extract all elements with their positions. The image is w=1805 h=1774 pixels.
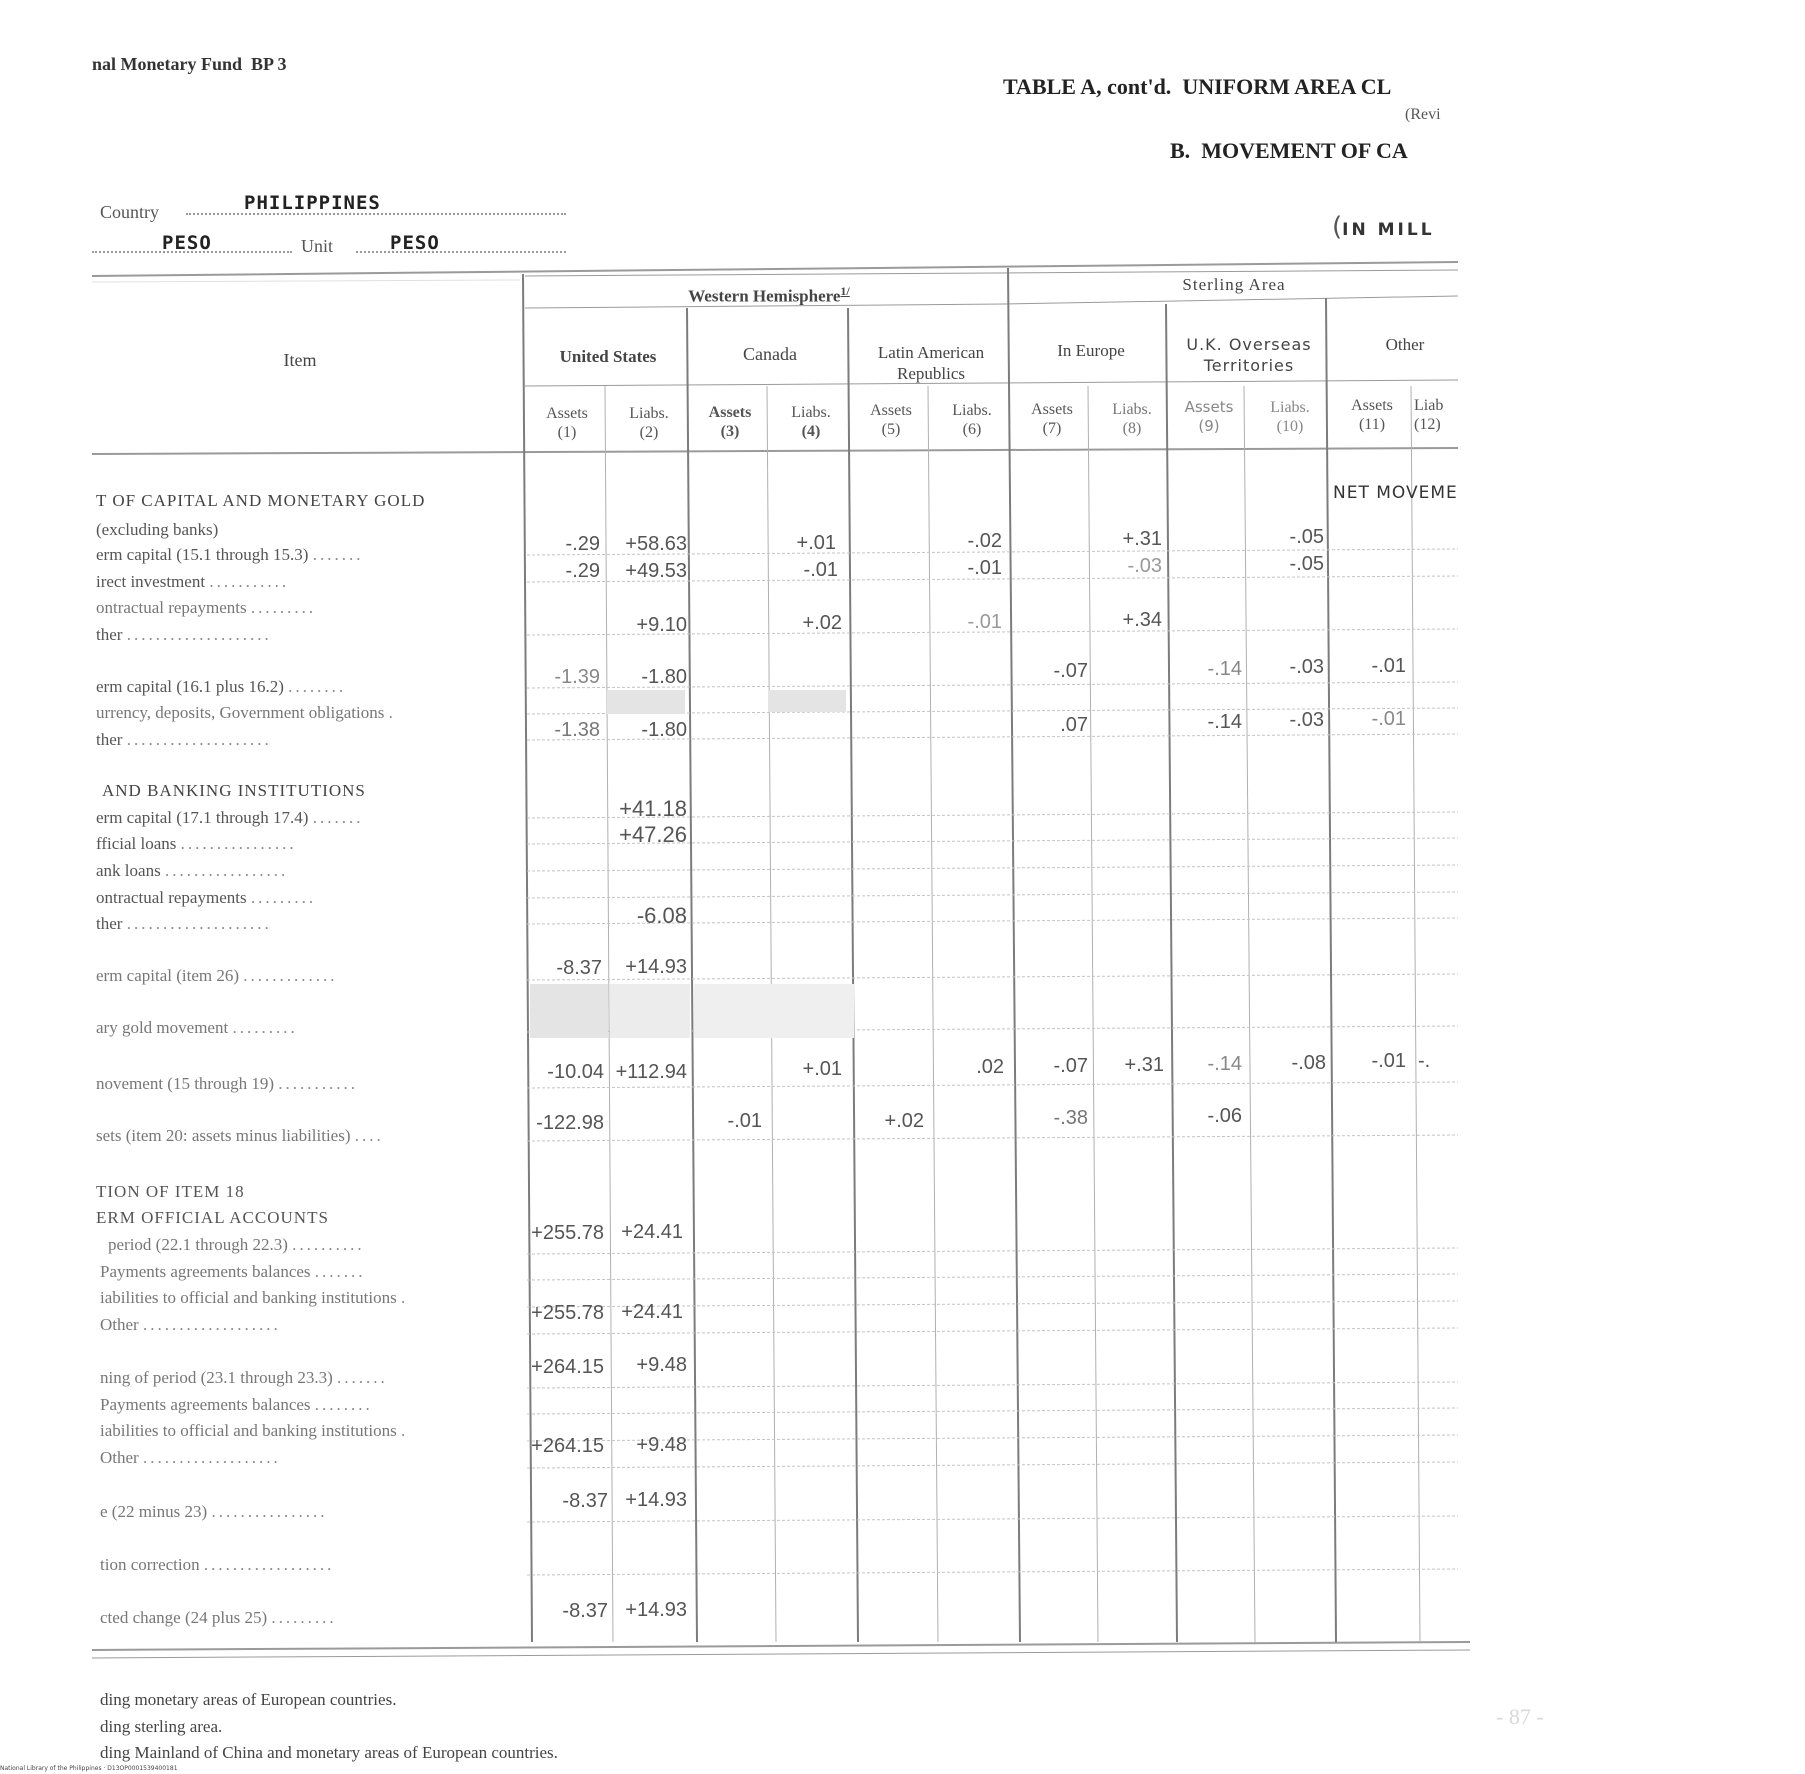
cell-r27-c2: +14.93 bbox=[625, 1599, 687, 1621]
row-other-5: Other ................... bbox=[100, 1448, 281, 1467]
cell-r2-c10: -.05 bbox=[1289, 553, 1324, 575]
table-bottom-rule bbox=[92, 1642, 1470, 1650]
row-long-term-capital: erm capital (15.1 through 15.3) ....... bbox=[96, 545, 364, 564]
cell-r1-c1: -.29 bbox=[565, 533, 600, 555]
footnote-1: ding monetary areas of European countries. bbox=[100, 1690, 397, 1709]
col-12-header: Liab (12) bbox=[1414, 397, 1444, 433]
shaded-cell bbox=[530, 984, 608, 1038]
cell-r16-c3: -.01 bbox=[727, 1110, 762, 1132]
revision-note: (Revi bbox=[1405, 106, 1441, 123]
row-liabilities-official-2: iabilities to official and banking institutions . bbox=[100, 1421, 409, 1440]
section-excluding-banks: (excluding banks) bbox=[96, 520, 219, 539]
cell-r25-c2: +14.93 bbox=[625, 1489, 687, 1511]
footnote-2: ding sterling area. bbox=[100, 1717, 223, 1736]
units-note: (IN MILL bbox=[1332, 212, 1435, 242]
unit-label: Unit bbox=[301, 236, 334, 256]
shaded-cell bbox=[610, 984, 690, 1038]
country-value: PHILIPPINES bbox=[244, 192, 381, 214]
cell-r16-c1: -122.98 bbox=[536, 1112, 604, 1134]
cell-r15-c2: +112.94 bbox=[615, 1061, 687, 1083]
item-header-rule bbox=[92, 280, 520, 282]
row-net-assets: sets (item 20: assets minus liabilities) .... bbox=[96, 1126, 384, 1145]
row-direct-investment: irect investment ........... bbox=[96, 572, 290, 591]
cell-r15-c6: .02 bbox=[976, 1056, 1004, 1078]
section-capital-monetary-gold: T OF CAPITAL AND MONETARY GOLD bbox=[96, 491, 426, 510]
cell-r2-c6: -.01 bbox=[967, 557, 1002, 579]
cell-r15-c4: +.01 bbox=[802, 1058, 842, 1080]
row-short-term-capital: erm capital (16.1 plus 16.2) ........ bbox=[96, 677, 347, 696]
net-movement-label: NET MOVEME bbox=[1333, 483, 1458, 503]
shaded-cell bbox=[768, 690, 846, 712]
col-8-header: Liabs. (8) bbox=[1112, 401, 1152, 437]
cell-r17-c2: +24.41 bbox=[621, 1221, 683, 1243]
cell-r9-c2: +47.26 bbox=[619, 822, 687, 847]
canada-header: Canada bbox=[743, 344, 797, 364]
row-change-22-minus-23: e (22 minus 23) ................ bbox=[100, 1502, 328, 1521]
western-hemisphere-header: Western Hemisphere$^{1/}$ bbox=[688, 284, 850, 306]
cell-r27-c1: -8.37 bbox=[562, 1600, 608, 1622]
cell-r1-c6: -.02 bbox=[967, 530, 1002, 552]
row-net-movement: novement (15 through 19) ........... bbox=[96, 1074, 358, 1093]
cell-r7-c10: -.03 bbox=[1289, 709, 1324, 731]
cell-r15-c12: -. bbox=[1418, 1050, 1431, 1072]
cell-r4-c8: +.34 bbox=[1122, 609, 1162, 631]
row-payments-agreements-2: Payments agreements balances ........ bbox=[100, 1395, 373, 1414]
row-monetary-gold-movement: ary gold movement ......... bbox=[96, 1018, 298, 1037]
cell-r15-c11: -.01 bbox=[1371, 1050, 1406, 1072]
section-official-accounts: ERM OFFICIAL ACCOUNTS bbox=[96, 1208, 329, 1227]
row-payments-agreements-1: Payments agreements balances ....... bbox=[100, 1262, 366, 1281]
cell-r13-c1: -8.37 bbox=[556, 957, 602, 979]
cell-r5-c7: -.07 bbox=[1053, 660, 1088, 682]
cell-r7-c11: -.01 bbox=[1371, 708, 1406, 730]
row-bank-loans: ank loans ................. bbox=[96, 861, 289, 880]
sterling-area-header: Sterling Area bbox=[1182, 275, 1286, 294]
shaded-cell bbox=[607, 690, 685, 714]
cell-r1-c8: +.31 bbox=[1122, 528, 1162, 550]
cell-r15-c9: -.14 bbox=[1207, 1053, 1242, 1075]
row-end-of-period: period (22.1 through 22.3) .......... bbox=[108, 1235, 365, 1254]
cell-r7-c2: -1.80 bbox=[641, 719, 687, 741]
currency-value: PESO bbox=[162, 232, 212, 254]
section-title: B. MOVEMENT OF CA bbox=[1170, 138, 1408, 163]
cell-r8-c2: +41.18 bbox=[619, 796, 687, 821]
row-beginning-of-period: ning of period (23.1 through 23.3) ....... bbox=[100, 1368, 388, 1387]
shaded-cell bbox=[694, 984, 854, 1038]
cell-r12-c2: -6.08 bbox=[636, 903, 687, 928]
unit-value: PESO bbox=[390, 232, 440, 254]
cell-r20-c1: +255.78 bbox=[531, 1302, 604, 1324]
cell-r17-c1: +255.78 bbox=[531, 1222, 604, 1244]
cell-r2-c4: -.01 bbox=[803, 559, 838, 581]
sterling-rule bbox=[1005, 296, 1458, 304]
cell-r7-c9: -.14 bbox=[1207, 711, 1242, 733]
cell-r4-c6: -.01 bbox=[967, 611, 1002, 633]
cell-r7-c1: -1.38 bbox=[554, 719, 600, 741]
cell-r20-c2: +24.41 bbox=[621, 1301, 683, 1323]
row-contractual-repayments-banks: ontractual repayments ......... bbox=[96, 888, 317, 907]
col-3-header: Assets (3) bbox=[708, 404, 752, 440]
page-number: - 87 - bbox=[1496, 1704, 1544, 1729]
cell-r15-c7: -.07 bbox=[1053, 1055, 1088, 1077]
cell-r1-c4: +.01 bbox=[796, 532, 836, 554]
in-europe-header: In Europe bbox=[1057, 341, 1125, 360]
org-name: nal Monetary Fund BP 3 bbox=[92, 54, 287, 74]
row-other-4: Other ................... bbox=[100, 1315, 281, 1334]
cell-r1-c2: +58.63 bbox=[625, 533, 687, 555]
cell-r16-c7: -.38 bbox=[1053, 1107, 1088, 1129]
cell-r21-c1: +264.15 bbox=[531, 1356, 604, 1378]
section-item-18: TION OF ITEM 18 bbox=[96, 1182, 245, 1201]
cell-r7-c7: .07 bbox=[1060, 714, 1088, 736]
row-other-1: ther .................... bbox=[96, 625, 272, 644]
row-other-2: ther .................... bbox=[96, 730, 272, 749]
col-7-header: Assets (7) bbox=[1031, 401, 1073, 437]
item-header: Item bbox=[283, 350, 317, 370]
cell-r25-c1: -8.37 bbox=[562, 1490, 608, 1512]
cell-r2-c2: +49.53 bbox=[625, 560, 687, 582]
table-title: TABLE A, cont'd. UNIFORM AREA CL bbox=[1003, 74, 1392, 99]
cell-r16-c9: -.06 bbox=[1207, 1105, 1242, 1127]
row-corrected-change: cted change (24 plus 25) ......... bbox=[100, 1608, 337, 1627]
row-liabilities-official-1: iabilities to official and banking institutions . bbox=[100, 1288, 409, 1307]
cell-r15-c1: -10.04 bbox=[547, 1061, 604, 1083]
col-10-header: Liabs. (10) bbox=[1270, 399, 1310, 435]
cell-r16-c5: +.02 bbox=[884, 1110, 924, 1132]
row-other-3: ther .................... bbox=[96, 914, 272, 933]
row-official-loans: fficial loans ................ bbox=[96, 834, 297, 853]
cell-r5-c1: -1.39 bbox=[554, 666, 600, 688]
col-4-header: Liabs. (4) bbox=[791, 404, 831, 440]
table-bottom-rule-2 bbox=[92, 1650, 1470, 1658]
col-11-header: Assets (11) bbox=[1351, 397, 1393, 433]
cell-r15-c8: +.31 bbox=[1124, 1054, 1164, 1076]
scan-credit: National Library of the Philippines · D13OP0001539400181 bbox=[0, 1765, 178, 1772]
row-short-term-capital-item-26: erm capital (item 26) ............. bbox=[96, 966, 338, 985]
row-valuation-correction: tion correction .................. bbox=[100, 1555, 335, 1574]
cell-r5-c10: -.03 bbox=[1289, 656, 1324, 678]
cell-r2-c1: -.29 bbox=[565, 560, 600, 582]
latin-american-header: Latin American Republics bbox=[877, 343, 985, 383]
cell-r4-c4: +.02 bbox=[802, 612, 842, 634]
cell-r5-c2: -1.80 bbox=[641, 666, 687, 688]
col-5-header: Assets (5) bbox=[870, 402, 912, 438]
cell-r24-c1: +264.15 bbox=[531, 1435, 604, 1457]
united-states-header: United States bbox=[559, 347, 657, 366]
row-long-term-capital-banks: erm capital (17.1 through 17.4) ....... bbox=[96, 808, 364, 827]
other-header: Other bbox=[1385, 335, 1425, 354]
row-currency-deposits: urrency, deposits, Government obligations . bbox=[96, 703, 396, 722]
row-contractual-repayments: ontractual repayments ......... bbox=[96, 598, 317, 617]
cell-r13-c2: +14.93 bbox=[625, 956, 687, 978]
col-6-header: Liabs. (6) bbox=[952, 402, 992, 438]
cell-r5-c11: -.01 bbox=[1371, 655, 1406, 677]
cell-r2-c8: -.03 bbox=[1127, 555, 1162, 577]
header-bottom-rule bbox=[92, 448, 1458, 454]
cell-r1-c10: -.05 bbox=[1289, 526, 1324, 548]
cell-r4-c2: +9.10 bbox=[636, 614, 687, 636]
cell-r24-c2: +9.48 bbox=[636, 1434, 687, 1456]
cell-r21-c2: +9.48 bbox=[636, 1354, 687, 1376]
col-9-header: Assets (9) bbox=[1184, 398, 1234, 435]
uk-overseas-header: U.K. Overseas Territories bbox=[1186, 335, 1312, 375]
footnote-3: ding Mainland of China and monetary areas of European countries. bbox=[100, 1743, 558, 1762]
country-label: Country bbox=[100, 202, 160, 222]
cell-r5-c9: -.14 bbox=[1207, 658, 1242, 680]
col-2-header: Liabs. (2) bbox=[629, 405, 669, 441]
col-1-header: Assets (1) bbox=[546, 405, 588, 441]
cell-r15-c10: -.08 bbox=[1291, 1052, 1326, 1074]
section-banking-institutions: AND BANKING INSTITUTIONS bbox=[102, 781, 366, 800]
